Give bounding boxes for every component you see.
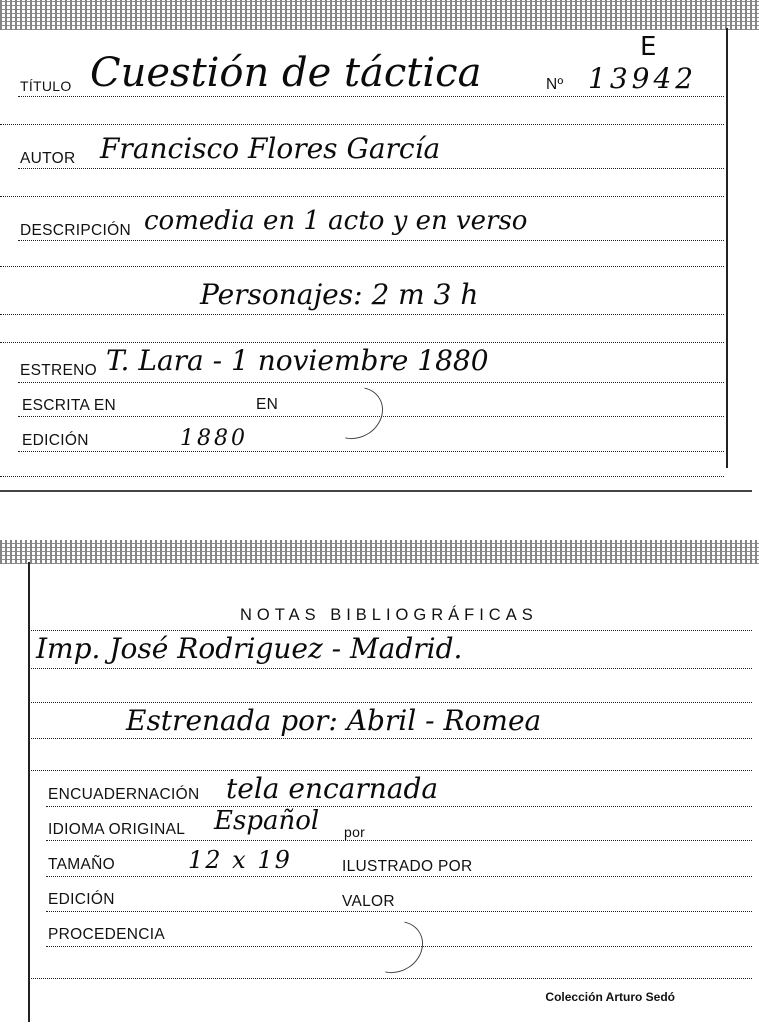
- encuadernacion-value: tela encarnada: [226, 772, 439, 805]
- estreno-value: T. Lara - 1 noviembre 1880: [106, 344, 489, 377]
- idioma-label: IDIOMA ORIGINAL: [48, 821, 186, 838]
- escrita-en-label: ESCRITA EN: [22, 397, 117, 414]
- rule-estreno: [18, 382, 724, 383]
- edicion-label: EDICIÓN: [22, 432, 89, 449]
- edicion-back-label: EDICIÓN: [48, 891, 115, 908]
- rule-blank-3: [0, 266, 724, 267]
- titulo-value: Cuestión de táctica: [90, 50, 482, 96]
- rule-escrita: [18, 416, 724, 417]
- rule-encuadernacion: [46, 806, 752, 807]
- punch-hole-mark: [317, 377, 392, 449]
- rule-blank-1: [0, 124, 724, 125]
- card-border-left: [28, 562, 30, 1022]
- rule-heading: [28, 630, 752, 631]
- autor-label: AUTOR: [20, 150, 76, 167]
- numero-value: 13942: [588, 62, 698, 95]
- edicion-value: 1880: [180, 426, 248, 451]
- corner-mark: E: [640, 32, 657, 62]
- estreno-label: ESTRENO: [20, 362, 98, 379]
- rule-note-2: [28, 738, 752, 739]
- rule-procedencia: [46, 946, 752, 947]
- rule-blank-b2: [28, 770, 752, 771]
- ilustrado-label: ILUSTRADO POR: [342, 858, 473, 875]
- scan-noise-top: [0, 0, 759, 30]
- en-label: EN: [256, 396, 279, 413]
- rule-blank-b1: [28, 702, 752, 703]
- personajes-value: Personajes: 2 m 3 h: [200, 278, 479, 311]
- rule-blank-2: [0, 196, 724, 197]
- procedencia-label: PROCEDENCIA: [48, 926, 165, 943]
- titulo-label: TÍTULO: [20, 78, 72, 94]
- idioma-value: Español: [214, 806, 320, 836]
- rule-edicion: [18, 451, 724, 452]
- note-imprenta: Imp. José Rodriguez - Madrid.: [36, 632, 463, 665]
- numero-label: Nº: [546, 76, 564, 93]
- rule-personajes: [0, 314, 724, 315]
- rule-descripcion: [18, 240, 724, 241]
- scan-noise-top: [0, 540, 759, 564]
- rule-note-1: [28, 668, 752, 669]
- rule-autor: [18, 168, 724, 169]
- card-border-bottom: [0, 490, 752, 492]
- rule-titulo: [18, 96, 724, 97]
- encuadernacion-label: ENCUADERNACIÓN: [48, 786, 200, 803]
- card-border-right: [726, 28, 728, 468]
- descripcion-value: comedia en 1 acto y en verso: [144, 206, 528, 236]
- autor-value: Francisco Flores García: [100, 132, 441, 165]
- tamano-label: TAMAÑO: [48, 856, 115, 873]
- descripcion-label: DESCRIPCIÓN: [20, 222, 131, 239]
- catalog-card-front: [0, 0, 759, 492]
- catalog-card-back: [0, 540, 759, 1028]
- note-estrenada: Estrenada por: Abril - Romea: [126, 704, 542, 737]
- rule-blank-5: [0, 476, 724, 477]
- punch-hole-mark: [357, 911, 432, 983]
- rule-blank-b3: [28, 978, 752, 979]
- rule-idioma: [46, 840, 752, 841]
- tamano-value: 12 x 19: [188, 846, 292, 874]
- collection-footer: Colección Arturo Sedó: [545, 990, 675, 1004]
- rule-edicion-back: [46, 911, 752, 912]
- rule-blank-4: [0, 342, 724, 343]
- valor-label: VALOR: [342, 893, 395, 910]
- notas-heading: NOTAS BIBLIOGRÁFICAS: [240, 606, 538, 624]
- rule-tamano: [46, 876, 752, 877]
- por-label: por: [344, 824, 366, 840]
